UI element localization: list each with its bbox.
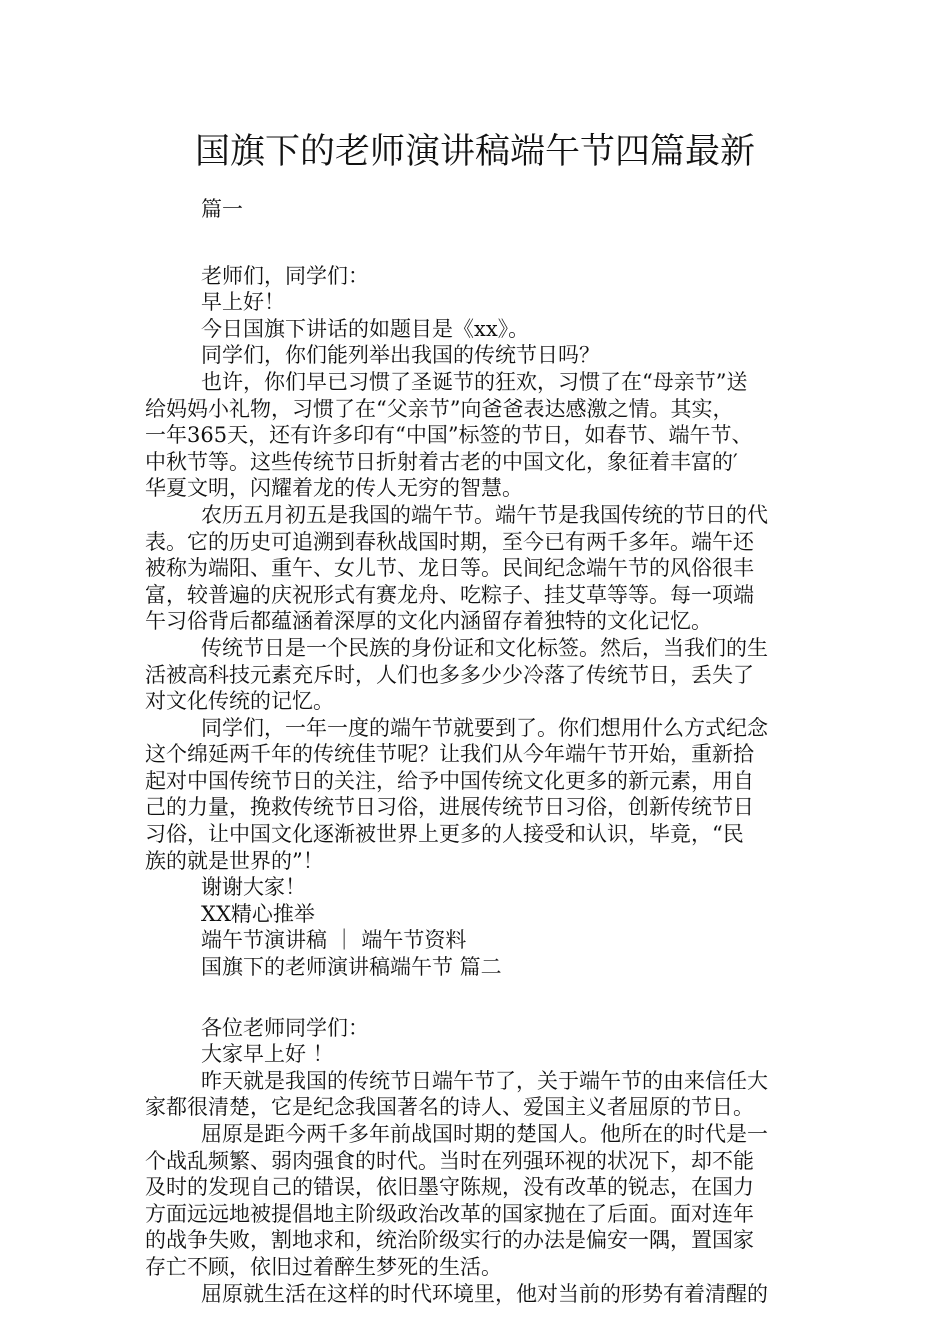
text-line: 屈原就生活在这样的时代环境里，他对当前的形势有着清醒的 bbox=[201, 1281, 768, 1306]
text-line: 同学们，一年一度的端午节就要到了。你们想用什么方式纪念 bbox=[201, 715, 768, 740]
text-line: 及时的发现自己的错误，依旧墨守陈规，没有改革的锐志，在国力 bbox=[145, 1175, 754, 1200]
closing-thanks: 谢谢大家！ bbox=[201, 875, 306, 900]
text-line: 给妈妈小礼物，习惯了在“父亲节”向爸爸表达感激之情。其实， bbox=[145, 396, 734, 421]
text-line: 同学们，你们能列举出我国的传统节日吗？ bbox=[201, 343, 600, 368]
text-line: 表。它的历史可追溯到春秋战国时期，至今已有两千多年。端午还 bbox=[145, 529, 754, 554]
text-line: 被称为端阳、重午、女儿节、龙日等。民间纪念端午节的风俗很丰 bbox=[145, 556, 754, 581]
text-line: 富，较普遍的庆祝形式有赛龙舟、吃粽子、挂艾草等等。每一项端 bbox=[145, 582, 754, 607]
text-line: 起对中国传统节日的关注，给予中国传统文化更多的新元素，用自 bbox=[145, 768, 754, 793]
text-line: 活被高科技元素充斥时，人们也多多少少冷落了传统节日，丢失了 bbox=[145, 662, 754, 687]
related-links: 端午节演讲稿 ｜ 端午节资料 bbox=[201, 928, 467, 953]
text-line: 昨天就是我国的传统节日端午节了，关于端午节的由来信任大 bbox=[201, 1068, 768, 1093]
text-line: 方面远远地被提倡地主阶级政治改革的国家抛在了后面。面对连年 bbox=[145, 1201, 754, 1226]
document-title: 国旗下的老师演讲稿端午节四篇最新 bbox=[194, 132, 755, 172]
greeting: 大家早上好 ！ bbox=[201, 1042, 334, 1067]
text-line: 习俗，让中国文化逐渐被世界上更多的人接受和认识，毕竟，“民 bbox=[145, 822, 744, 847]
recommendation-line: XX精心推举 bbox=[201, 901, 315, 926]
text-line: 的战争失败，割地求和，统治阶级实行的办法是偏安一隅，置国家 bbox=[145, 1228, 754, 1253]
text-line: 中秋节等。这些传统节日折射着古老的中国文化，象征着丰富的′ bbox=[145, 449, 738, 474]
text-line: 屈原是距今两千多年前战国时期的楚国人。他所在的时代是一 bbox=[201, 1122, 768, 1146]
text-line: 对文化传统的记忆。 bbox=[145, 689, 334, 714]
text-line: 农历五月初五是我国的端午节。端午节是我国传统的节日的代 bbox=[201, 502, 768, 527]
salutation: 各位老师同学们： bbox=[201, 1015, 369, 1040]
document-body bbox=[145, 196, 815, 1307]
blank-line bbox=[145, 223, 815, 263]
text-line: 华夏文明，闪耀着龙的传人无穷的智慧。 bbox=[145, 476, 523, 501]
text-line: 这个绵延两千年的传统佳节呢？让我们从今年端午节开始，重新拾 bbox=[145, 742, 754, 767]
text-line: 也许，你们早已习惯了圣诞节的狂欢，习惯了在“母亲节”送 bbox=[201, 369, 748, 394]
salutation: 老师们，同学们： bbox=[201, 263, 369, 288]
blank-line bbox=[145, 981, 815, 1015]
section-heading: 国旗下的老师演讲稿端午节 篇二 bbox=[201, 955, 502, 980]
text-line: 传统节日是一个民族的身份证和文化标签。然后，当我们的生 bbox=[201, 635, 768, 660]
greeting: 早上好！ bbox=[201, 290, 285, 315]
text-line: 一年365天，还有许多印有“中国”标签的节日，如春节、端午节、 bbox=[145, 423, 753, 448]
text-line: 个战乱频繁、弱肉强食的时代。当时在列强环视的状况下，却不能 bbox=[145, 1148, 754, 1173]
text-line: 家都很清楚，它是纪念我国著名的诗人、爱国主义者屈原的节日。 bbox=[145, 1095, 754, 1120]
text-line: 族的就是世界的”！ bbox=[145, 848, 324, 873]
text-line: 今日国旗下讲话的如题目是《xx》。 bbox=[201, 316, 530, 341]
text-line: 午习俗背后都蕴涵着深厚的文化内涵留存着独特的文化记忆。 bbox=[145, 609, 712, 634]
text-line: 己的力量，挽救传统节日习俗，进展传统节日习俗，创新传统节日 bbox=[145, 795, 754, 820]
section-heading: 篇一 bbox=[201, 197, 243, 221]
text-line: 存亡不顾，依旧过着醉生梦死的生活。 bbox=[145, 1254, 502, 1279]
